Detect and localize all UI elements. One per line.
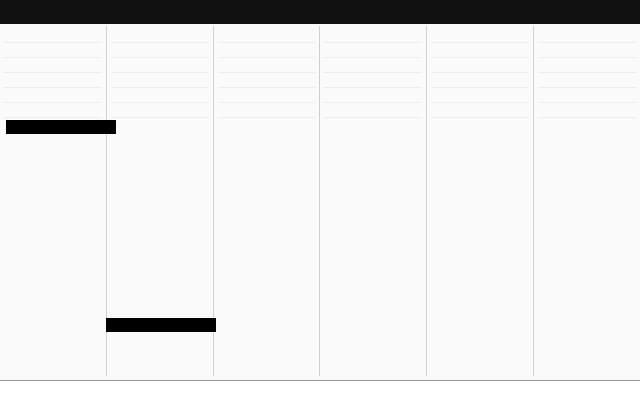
list-item[interactable] [324,43,422,58]
list-item[interactable] [111,58,209,73]
list-item[interactable] [111,43,209,58]
listing-column [427,26,534,376]
list-item[interactable] [111,103,209,118]
list-item[interactable] [218,28,316,43]
list-item[interactable] [324,28,422,43]
list-item[interactable] [218,73,316,88]
list-item[interactable] [431,28,529,43]
list-item[interactable] [431,43,529,58]
list-item[interactable] [4,58,102,73]
footer [0,380,640,410]
section-title-bar [106,318,216,332]
section-title-bar [6,120,116,134]
list-item[interactable] [538,73,636,88]
list-item[interactable] [4,43,102,58]
list-item[interactable] [4,103,102,118]
list-item[interactable] [431,58,529,73]
listing-column [214,26,321,376]
list-item[interactable] [431,103,529,118]
header-band [0,0,640,24]
list-item[interactable] [4,28,102,43]
list-item[interactable] [4,73,102,88]
listing-grid [0,26,640,376]
list-item[interactable] [324,103,422,118]
list-item[interactable] [218,58,316,73]
list-item[interactable] [4,88,102,103]
list-item[interactable] [431,73,529,88]
listing-column [320,26,427,376]
list-item[interactable] [538,28,636,43]
list-item[interactable] [538,103,636,118]
list-item[interactable] [324,58,422,73]
list-item[interactable] [538,43,636,58]
list-item[interactable] [538,88,636,103]
list-item[interactable] [218,88,316,103]
list-item[interactable] [538,58,636,73]
list-item[interactable] [218,43,316,58]
list-item[interactable] [324,88,422,103]
list-item[interactable] [218,103,316,118]
list-item[interactable] [324,73,422,88]
listing-column [0,26,107,376]
list-item[interactable] [431,88,529,103]
list-item[interactable] [111,88,209,103]
list-item[interactable] [111,73,209,88]
list-item[interactable] [111,28,209,43]
listing-column [534,26,640,376]
